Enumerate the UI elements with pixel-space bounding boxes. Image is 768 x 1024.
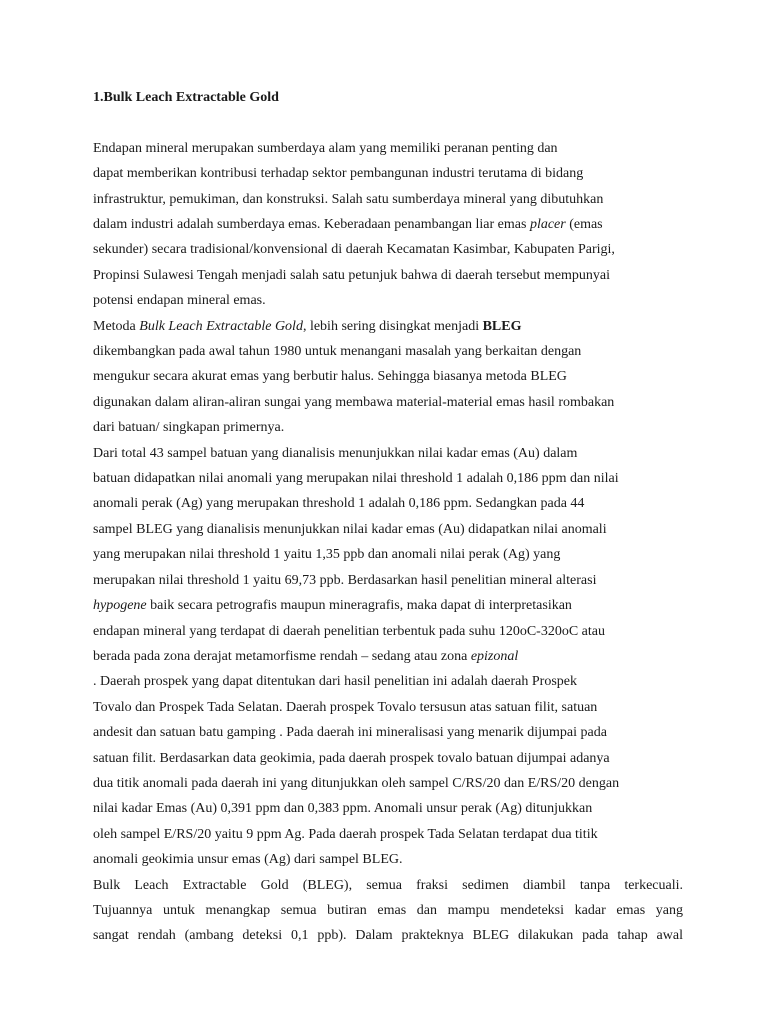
text-run: Metoda	[93, 318, 140, 334]
italic-term: Bulk Leach Extractable Gold	[139, 318, 303, 334]
text-line: yang merupakan nilai threshold 1 yaitu 1,35 ppb dan anomali nilai perak (Ag) yang	[93, 547, 561, 563]
text-line	[93, 593, 683, 618]
blank-line	[93, 110, 683, 135]
text-line	[93, 212, 683, 237]
bold-term: BLEG	[482, 318, 522, 334]
text-line: Tovalo dan Prospek Tada Selatan. Daerah prospek Tovalo tersusun atas satuan filit, satuan	[93, 699, 598, 715]
text-line: sangat rendah (ambang deteksi 0,1 ppb). Dalam prakteknya BLEG dilakukan pada tahap awal	[93, 928, 683, 944]
text-line: Bulk Leach Extractable Gold (BLEG), semua fraksi sedimen diambil tanpa terkecuali.	[93, 877, 683, 893]
text-line: anomali perak (Ag) yang merupakan threshold 1 adalah 0,186 ppm. Sedangkan pada 44	[93, 496, 585, 512]
italic-term: epizonal	[470, 648, 519, 664]
paragraph-bleg-definition	[93, 873, 683, 949]
text-line: anomali geokimia unsur emas (Ag) dari sampel BLEG.	[93, 852, 403, 868]
text-line: potensi endapan mineral emas.	[93, 293, 266, 309]
text-line: merupakan nilai threshold 1 yaitu 69,73 ppb. Berdasarkan hasil penelitian mineral alterasi	[93, 572, 597, 588]
text-line: sekunder) secara tradisional/konvensional di daerah Kecamatan Kasimbar, Kabupaten Parigi,	[93, 242, 615, 258]
paragraph-bleg-method	[93, 314, 683, 441]
text-line: dapat memberikan kontribusi terhadap sektor pembangunan industri terutama di bidang	[93, 166, 584, 182]
text-line	[93, 644, 683, 669]
text-line: dua titik anomali pada daerah ini yang ditunjukkan oleh sampel C/RS/20 dan E/RS/20 dengan	[93, 775, 620, 791]
text-line: dari batuan/ singkapan primernya.	[93, 420, 285, 436]
section-heading: 1.Bulk Leach Extractable Gold	[93, 90, 279, 105]
text-line: digunakan dalam aliran-aliran sungai yang membawa material-material emas hasil rombakan	[93, 394, 615, 410]
text-line: Endapan mineral merupakan sumberdaya alam yang memiliki peranan penting dan	[93, 140, 558, 156]
text-line: mengukur secara akurat emas yang berbutir halus. Sehingga biasanya metoda BLEG	[93, 369, 567, 385]
paragraph-prospects	[93, 669, 683, 872]
text-line: Propinsi Sulawesi Tengah menjadi salah satu petunjuk bahwa di daerah tersebut mempunyai	[93, 267, 611, 283]
text-line: Tujuannya untuk menangkap semua butiran emas dan mampu mendeteksi kadar emas yang	[93, 902, 683, 918]
italic-term: placer	[529, 217, 566, 233]
text-line: sampel BLEG yang dianalisis menunjukkan nilai kadar emas (Au) didapatkan nilai anomali	[93, 521, 607, 537]
text-line: nilai kadar Emas (Au) 0,391 ppm dan 0,383 ppm. Anomali unsur perak (Ag) ditunjukkan	[93, 801, 593, 817]
text-run: dalam industri adalah sumberdaya emas. Keberadaan penambangan liar emas	[93, 217, 530, 233]
text-line: dikembangkan pada awal tahun 1980 untuk menangani masalah yang berkaitan dengan	[93, 344, 582, 360]
text-line: satuan filit. Berdasarkan data geokimia, pada daerah prospek tovalo batuan dijumpai adanya	[93, 750, 610, 766]
text-run: baik secara petrografis maupun mineragrafis, maka dapat di interpretasikan	[146, 598, 572, 614]
text-line: endapan mineral yang terdapat di daerah penelitian terbentuk pada suhu 120oC-320oC atau	[93, 623, 605, 639]
text-line: infrastruktur, pemukiman, dan konstruksi. Salah satu sumberdaya mineral yang dibutuhkan	[93, 191, 604, 207]
text-run: berada pada zona derajat metamorfisme rendah – sedang atau zona	[93, 648, 471, 664]
text-line: andesit dan satuan batu gamping . Pada daerah ini mineralisasi yang menarik dijumpai pada	[93, 725, 607, 741]
text-line: batuan didapatkan nilai anomali yang merupakan nilai threshold 1 adalah 0,186 ppm dan nilai	[93, 471, 619, 487]
paragraph-intro	[93, 136, 683, 314]
text-line: . Daerah prospek yang dapat ditentukan dari hasil penelitian ini adalah daerah Prospek	[93, 674, 577, 690]
italic-term: hypogene	[93, 598, 147, 614]
text-line: oleh sampel E/RS/20 yaitu 9 ppm Ag. Pada daerah prospek Tada Selatan terdapat dua titik	[93, 826, 598, 842]
text-run: (emas	[565, 217, 603, 233]
text-line: Dari total 43 sampel batuan yang dianalisis menunjukkan nilai kadar emas (Au) dalam	[93, 445, 578, 461]
text-run: , lebih sering disingkat menjadi	[302, 318, 483, 334]
text-line	[93, 314, 683, 339]
document-body	[93, 85, 683, 949]
paragraph-results	[93, 441, 683, 670]
